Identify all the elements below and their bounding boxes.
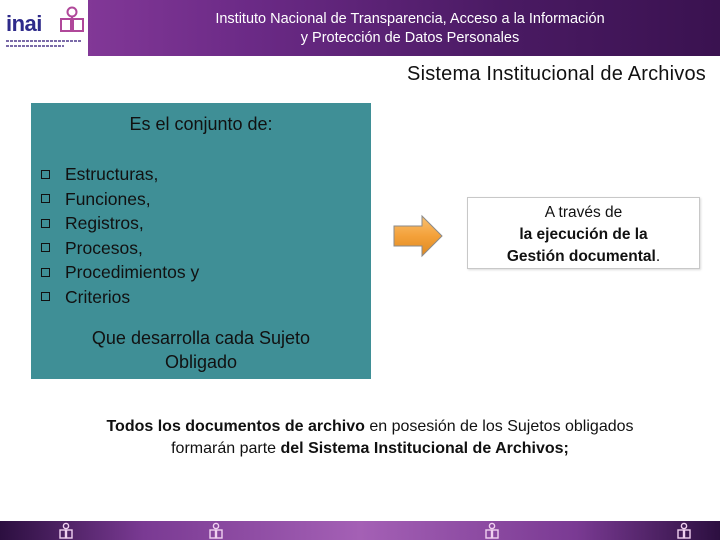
arrow-right-icon [392, 214, 444, 258]
panel-footer: Que desarrolla cada Sujeto Obligado [91, 328, 311, 372]
list-item: Registros, [41, 211, 199, 236]
panel-heading: Es el conjunto de: [129, 114, 273, 134]
checkbox-bullet-icon [41, 170, 50, 179]
logo-subtext [6, 40, 82, 42]
checkbox-bullet-icon [41, 219, 50, 228]
inai-mark-icon [58, 6, 86, 42]
list-item: Criterios [41, 285, 199, 310]
checkbox-bullet-icon [41, 268, 50, 277]
logo [0, 0, 88, 56]
process-line2: la ejecución de la [519, 226, 648, 243]
checkbox-bullet-icon [41, 292, 50, 301]
logo-subtext [6, 45, 64, 47]
inai-mark-icon [676, 522, 692, 540]
definition-panel [31, 103, 371, 379]
header-title-line1: Instituto Nacional de Transparencia, Acceso a la Información [215, 11, 605, 27]
conclusion-text: Todos los documentos de archivo en posesión de los Sujetos obligados formarán parte del Sistema Institucional de Archivos; [106, 418, 634, 457]
logo-text: inai [6, 11, 42, 36]
process-line1: A través de [544, 204, 623, 221]
list-item: Procesos, [41, 236, 199, 261]
bullet-list [41, 162, 199, 309]
inai-mark-icon [58, 522, 74, 540]
slide-title: Sistema Institucional de Archivos [407, 63, 706, 85]
list-item: Funciones, [41, 187, 199, 212]
list-item: Estructuras, [41, 162, 199, 187]
inai-mark-icon [484, 522, 500, 540]
footer-band [0, 521, 720, 540]
checkbox-bullet-icon [41, 194, 50, 203]
inai-mark-icon [208, 522, 224, 540]
process-line3: Gestión documental. [506, 248, 661, 265]
list-item: Procedimientos y [41, 260, 199, 285]
checkbox-bullet-icon [41, 243, 50, 252]
process-box [467, 197, 700, 269]
header-band [0, 0, 720, 56]
header-title-line2: y Protección de Datos Personales [300, 30, 520, 46]
header-title [140, 10, 680, 48]
